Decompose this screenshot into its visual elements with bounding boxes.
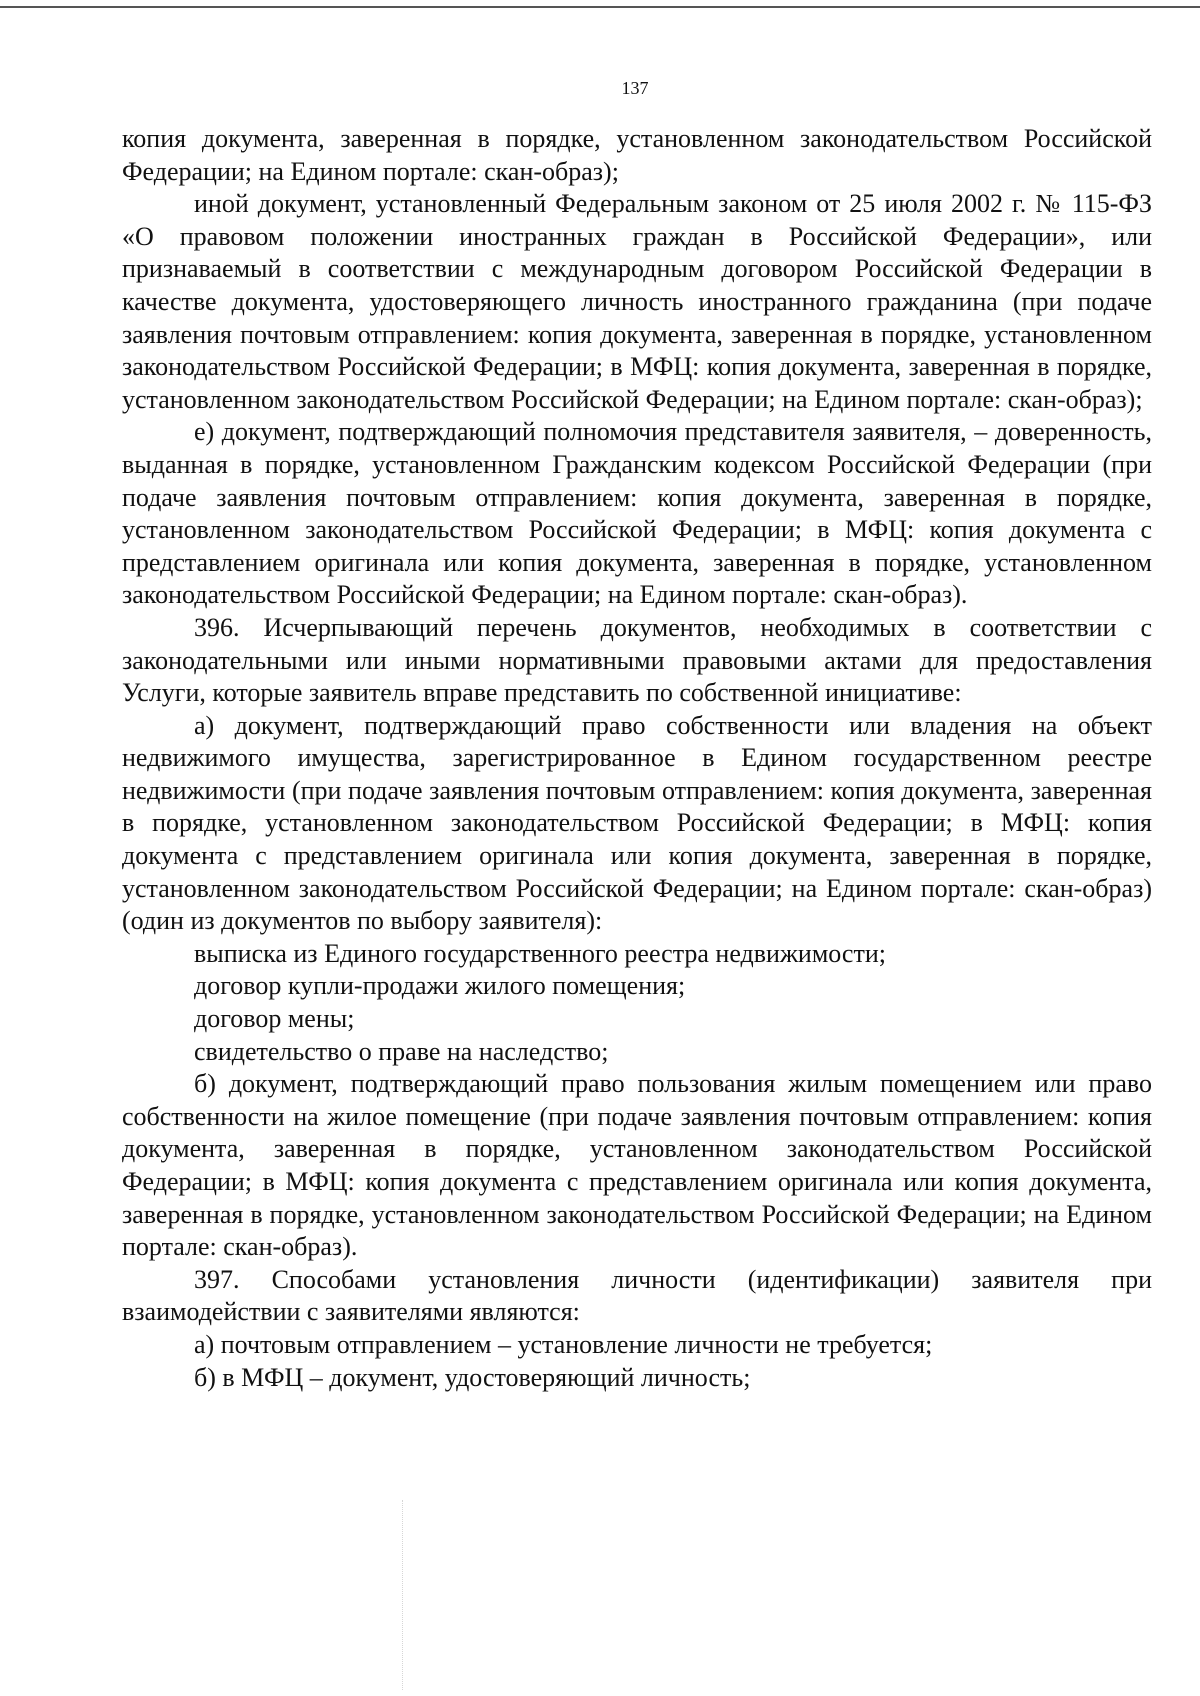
paragraph: иной документ, установленный Федеральным законом от 25 июля 2002 г. № 115-ФЗ «О правовом положении иностранных граждан в Российской Федерации», или признаваемый в соответствии с международным договором Российской Федерации в качестве документа, удостоверяющего личность иностранного гражданина (при подаче заявления почтовым отправлением: копия документа, заверенная в порядке, установленном законодательством Российской Федерации; в МФЦ: копия документа, заверенная в порядке, установленном законодательством Российской Федерации; на Едином портале: скан-образ); [122,189,1152,414]
list-item: договор мены; [194,1004,355,1034]
list-item: выписка из Единого государственного реестра недвижимости; [194,938,886,968]
paragraph: копия документа, заверенная в порядке, установленном законодательством Российской Федерации; на Едином портале: скан-образ); [122,124,1152,186]
paragraph: а) документ, подтверждающий право собственности или владения на объект недвижимого имущества, зарегистрированное в Едином государственном реестре недвижимости (при подаче заявления почтовым отправлением: копия документа, заверенная в порядке, установленном законодательством Российской Федерации; в МФЦ: копия документа с представлением оригинала или копия документа, заверенная в порядке, установленном законодательством Российской Федерации; на Едином портале: скан-образ) (один из документов по выбору заявителя): [122,710,1152,936]
paragraph-397: 397. Способами установления личности (идентификации) заявителя при взаимодействии с заявителями являются: [122,1264,1152,1327]
list-item: договор купли-продажи жилого помещения; [194,971,686,1001]
list-item: б) в МФЦ – документ, удостоверяющий личность; [194,1362,751,1392]
paragraph: е) документ, подтверждающий полномочия представителя заявителя, – доверенность, выданная в порядке, установленном Гражданским кодексом Российской Федерации (при подаче заявления почтовым отправлением: копия документа, заверенная в порядке, установленном законодательством Российской Федерации; в МФЦ: копия документа с представлением оригинала или копия документа, заверенная в порядке, установленном законодательством Российской Федерации; на Едином портале: скан-образ). [122,417,1152,610]
paragraph: б) документ, подтверждающий право пользования жилым помещением или право собственности на жилое помещение (при подаче заявления почтовым отправлением: копия документа, заверенная в порядке, установленном законодательством Российской Федерации; в МФЦ: копия документа с представлением оригинала или копия документа, заверенная в порядке, установленном законодательством Российской Федерации; на Едином портале: скан-образ). [122,1069,1152,1262]
page-number: 137 [621,78,649,98]
list-item: свидетельство о праве на наследство; [194,1036,609,1066]
scan-artifact-line [402,1500,403,1690]
top-edge-rule [0,6,1200,8]
paragraph-396: 396. Исчерпывающий перечень документов, необходимых в соответствии с законодательными или иными нормативными правовыми актами для предоставления Услуги, которые заявитель вправе представить по собственной инициативе: [122,612,1152,708]
list-item: а) почтовым отправлением – установление личности не требуется; [194,1329,933,1359]
document-body [122,123,1152,1394]
